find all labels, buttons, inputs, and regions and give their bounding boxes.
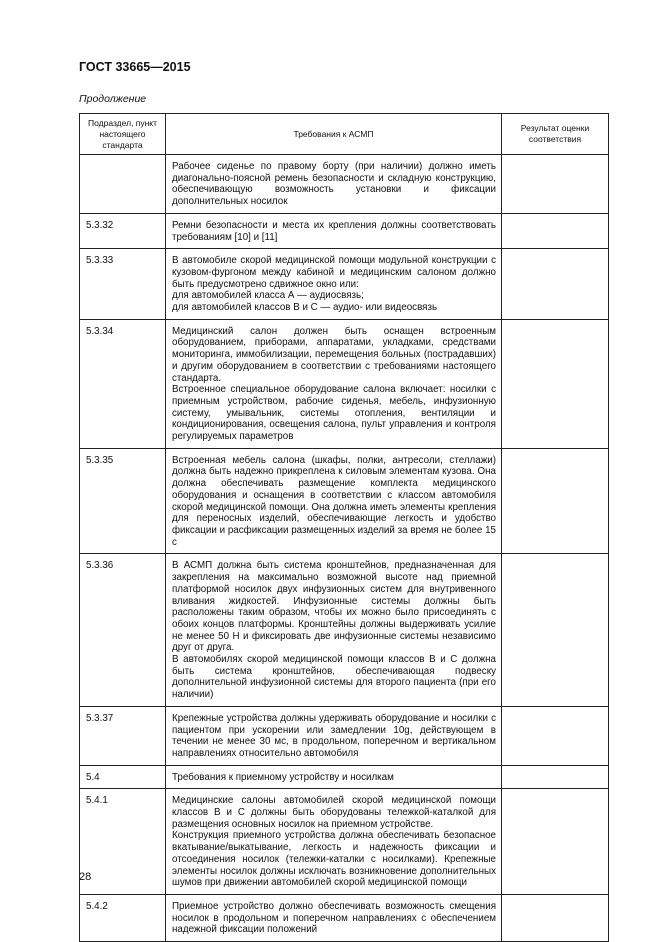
table-row xyxy=(80,554,609,706)
requirement-line: для автомобилей класса А — аудиосвязь; xyxy=(172,290,364,302)
table-row xyxy=(80,155,609,214)
assessment-result xyxy=(502,765,609,789)
column-header-section: Подраздел, пункт настоящего стандарта xyxy=(80,114,166,155)
requirement-line: Рабочее сиденье по правому борту (при наличии) должно иметь диагонально-поясной ремень безопасности и складную конструкцию, обеспечивающую возможность установки и фиксации дополнительных носилок xyxy=(172,161,496,208)
requirement-text xyxy=(166,894,502,941)
table-row xyxy=(80,706,609,765)
assessment-result xyxy=(502,155,609,214)
table-row xyxy=(80,894,609,941)
requirement-line: Крепежные устройства должны удерживать оборудование и носилки с пациентом при ускорении или замедлении 10g, действующем в течении не менее 30 мс, в продольном, поперечном и вертикальном направлениях относительно автомобиля xyxy=(172,712,496,759)
section-number: 5.3.37 xyxy=(80,706,166,765)
requirement-text xyxy=(166,789,502,895)
requirement-text xyxy=(166,213,502,248)
requirement-line: В АСМП должна быть система кронштейнов, предназначенная для закрепления на максимально возможной высоте над приемной платформой носилок двух инфузионных систем для внутривенного вливания жидкостей. Инфузионные системы должны быть расположены таким образом, чтобы их можно было присоединять с обоих концов платформы. Кронштейны должны выдерживать усилие не менее 50 Н и фиксировать две инфузионные системы независимо друг от друга. xyxy=(172,560,496,654)
requirement-line: Конструкция приемного устройства должна обеспечивать безопасное вкатывание/выкатывание, легкость и надежность фиксации и отсоединения носилок (тележки-каталки с носилками). Крепежные элементы носилок должны исключать возникновение дополнительных шумов при движении автомобилей скорой медицинской помощи xyxy=(172,830,496,889)
section-number: 5.3.33 xyxy=(80,249,166,320)
requirement-line: Встроенное специальное оборудование салона включает: носилки с приемным устройством, рабочие сиденья, мебель, инфузионную систему, умывальник, системы отопления, вентиляции и кондиционирования, освещения салона, пульт управления и контроля регулируемых параметров xyxy=(172,384,496,443)
requirement-line: для автомобилей классов В и С — аудио- или видеосвязь xyxy=(172,302,438,314)
requirement-line: Встроенная мебель салона (шкафы, полки, антресоли, стеллажи) должна быть надежно прикреплена к силовым элементам кузова. Она должна обеспечивать размещение комплекта медицинского оборудования и оснащения в соответствии с классом автомобиля скорой медицинской помощи. Она должна иметь элементы крепления для переносных изделий, обеспечивающие легкость и удобство фиксации и расфиксации размещенных изделий за время не более 15 с xyxy=(172,454,496,548)
section-number: 5.4.2 xyxy=(80,894,166,941)
requirement-text xyxy=(166,155,502,214)
requirement-text xyxy=(166,319,502,448)
table-row xyxy=(80,213,609,248)
standard-title: ГОСТ 33665—2015 xyxy=(79,60,191,74)
assessment-result xyxy=(502,213,609,248)
assessment-result xyxy=(502,789,609,895)
assessment-result xyxy=(502,249,609,320)
section-number: 5.3.34 xyxy=(80,319,166,448)
table-row xyxy=(80,765,609,789)
table-header-row xyxy=(80,114,609,155)
assessment-result xyxy=(502,554,609,706)
requirement-line: Медицинские салоны автомобилей скорой медицинской помощи классов В и С должны быть оборудованы тележкой-каталкой для размещения основных носилок на приемном устройстве. xyxy=(172,795,496,830)
requirement-line: Медицинский салон должен быть оснащен встроенным оборудованием, приборами, аппаратами, укладками, средствами мониторинга, иммобилизации, перемещения больных (пострадавших) и другим оборудованием в соответствии с требованиями настоящего стандарта. xyxy=(172,325,496,384)
assessment-result xyxy=(502,448,609,554)
assessment-result xyxy=(502,894,609,941)
section-number: 5.4.1 xyxy=(80,789,166,895)
requirements-table xyxy=(79,113,609,942)
column-header-requirements: Требования к АСМП xyxy=(166,114,502,155)
section-number: 5.4 xyxy=(80,765,166,789)
requirement-text xyxy=(166,448,502,554)
requirement-line: Ремни безопасности и места их крепления должны соответствовать требованиям [10] и [11] xyxy=(172,219,496,243)
requirement-line: Приемное устройство должно обеспечивать возможность смещения носилок в продольном и поперечном направлениях с обеспечением надежной фиксации положений xyxy=(172,900,496,936)
column-header-result: Результат оценки соответствия xyxy=(502,114,609,155)
continuation-label: Продолжение xyxy=(79,93,147,105)
requirement-line: В автомобилях скорой медицинской помощи классов В и С должна быть система кронштейнов, обеспечивающая подвеску дополнительной инфузионной системы для второго пациента (при его наличии) xyxy=(172,654,496,701)
requirement-text xyxy=(166,554,502,706)
assessment-result xyxy=(502,706,609,765)
table-row xyxy=(80,789,609,895)
section-number: 5.3.32 xyxy=(80,213,166,248)
requirement-line: В автомобиле скорой медицинской помощи модульной конструкции с кузовом-фургоном между кабиной и медицинским салоном должно быть предусмотрено сдвижное окно или: xyxy=(172,255,496,290)
table-row xyxy=(80,319,609,448)
assessment-result xyxy=(502,319,609,448)
section-number: 5.3.36 xyxy=(80,554,166,706)
requirement-text xyxy=(166,765,502,789)
requirement-text xyxy=(166,249,502,320)
table-body xyxy=(80,155,609,942)
page-number: 28 xyxy=(79,871,92,883)
section-number xyxy=(80,155,166,214)
section-number: 5.3.35 xyxy=(80,448,166,554)
table-row xyxy=(80,448,609,554)
requirement-text xyxy=(166,706,502,765)
requirement-line: Требования к приемному устройству и носилкам xyxy=(172,771,394,783)
table-row xyxy=(80,249,609,320)
